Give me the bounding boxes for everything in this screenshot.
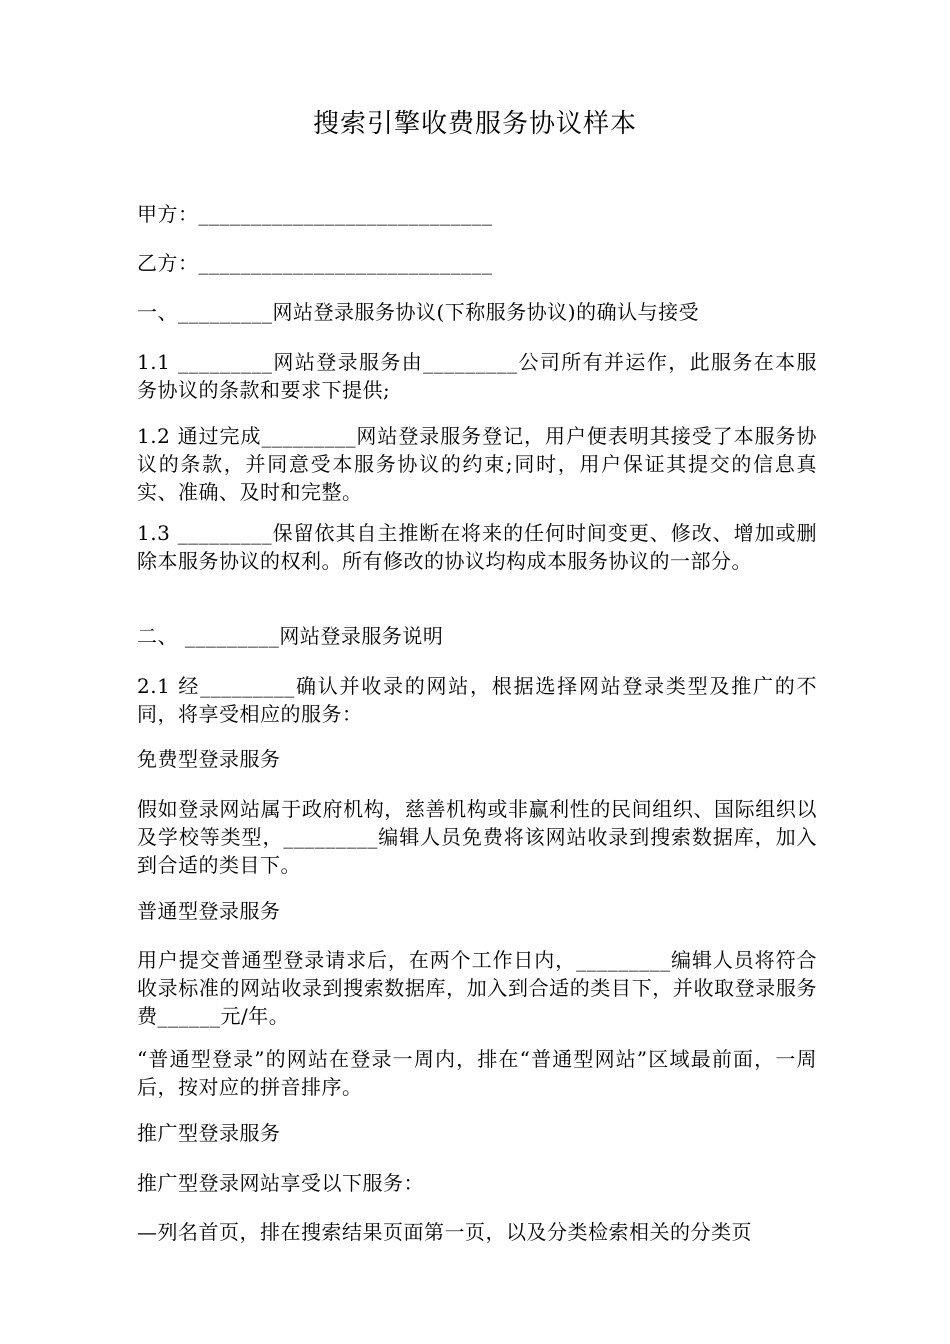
document-title: 搜索引擎收费服务协议样本 <box>312 109 637 139</box>
party-b-line: 乙方：____________________________ <box>137 251 493 275</box>
section-1-heading: 一、_________网站登录服务协议(下称服务协议)的确认与接受 <box>137 300 700 324</box>
clause-2-1: 2.1 经_________确认并收录的网站，根据选择网站登录类型及推广的不同，将享受相应的服务： <box>137 674 817 726</box>
normal-service-ranking: “普通型登录”的网站在登录一周内，排在“普通型网站”区域最前面，一周后，按对应的拼音排序。 <box>137 1047 817 1099</box>
clause-1-1: 1.1 _________网站登录服务由_________公司所有并运作，此服务在本服务协议的条款和要求下提供; <box>137 350 817 402</box>
normal-service-heading: 普通型登录服务 <box>137 899 281 923</box>
promo-service-item: —列名首页，排在搜索结果页面第一页，以及分类检索相关的分类页 <box>137 1220 752 1244</box>
free-service-heading: 免费型登录服务 <box>137 747 281 771</box>
free-service-text: 假如登录网站属于政府机构，慈善机构或非赢利性的民间组织、国际组织以及学校等类型，_________编辑人员免费将该网站收录到搜索数据库，加入到合适的类目下。 <box>137 797 817 877</box>
section-2-heading: 二、 _________网站登录服务说明 <box>137 624 444 648</box>
promo-service-heading: 推广型登录服务 <box>137 1121 281 1145</box>
clause-1-3: 1.3 _________保留依其自主推断在将来的任何时间变更、修改、增加或删除本服务协议的权利。所有修改的协议均构成本服务协议的一部分。 <box>137 521 817 573</box>
normal-service-text: 用户提交普通型登录请求后，在两个工作日内，_________编辑人员将符合收录标准的网站收录到搜索数据库，加入到合适的类目下，并收取登录服务费______元/年。 <box>137 948 817 1028</box>
party-a-line: 甲方：____________________________ <box>137 202 493 226</box>
promo-service-intro: 推广型登录网站享受以下服务： <box>137 1171 424 1195</box>
clause-1-2: 1.2 通过完成_________网站登录服务登记，用户便表明其接受了本服务协议的条款，并同意受本服务协议的约束;同时，用户保证其提交的信息真实、准确、及时和完整。 <box>137 424 817 504</box>
